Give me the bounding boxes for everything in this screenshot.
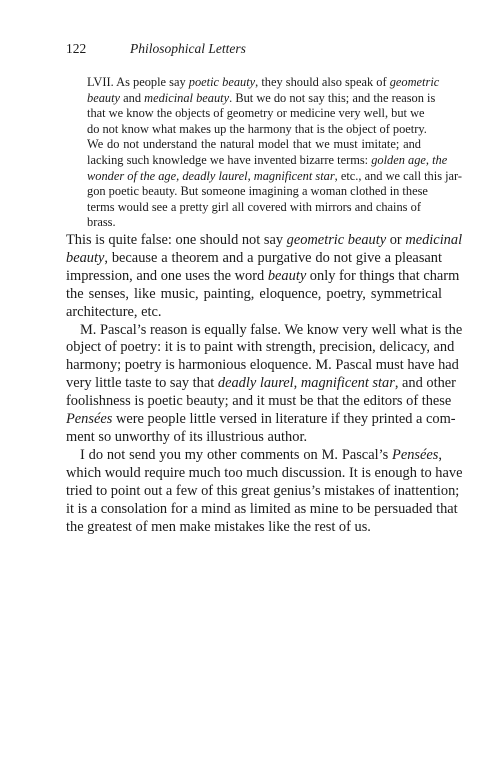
text-run: it is a consolation for a mind as limited as mine to be persuaded that — [66, 500, 458, 517]
text-run: . But we do not say this; and the reason is — [229, 90, 436, 105]
text-run: which would require much too much discussion. It is enough to have — [66, 464, 463, 481]
text-run: terms would see a pretty girl all covered with mirrors and chains of — [87, 199, 421, 214]
text-run: do not know what makes up the harmony that is the object of poetry. — [87, 121, 427, 136]
italic-text-run: beauty — [267, 267, 307, 284]
text-line — [66, 250, 442, 268]
text-run: the senses, like music, painting, eloquence, poetry, symmetrical — [66, 285, 442, 302]
text-line — [87, 200, 421, 216]
text-line — [66, 286, 442, 304]
text-run: , and other — [394, 375, 456, 392]
text-run: or — [386, 232, 406, 248]
text-line — [66, 267, 460, 286]
text-run: only for things that charm — [306, 267, 460, 284]
text-line — [66, 519, 442, 537]
text-line — [87, 137, 421, 153]
italic-text-run: medicinal beauty — [144, 90, 230, 105]
italic-text-run: magnificent star — [300, 375, 395, 392]
text-run: We do not understand the natural model that we must imitate; and — [87, 137, 421, 152]
text-line — [66, 411, 456, 429]
italic-text-run: Pensées — [66, 411, 113, 428]
text-run: brass. — [87, 215, 116, 230]
text-line — [87, 168, 463, 185]
text-line — [66, 232, 463, 250]
text-run: LVII. As people say — [87, 75, 189, 89]
text-run: object of poetry: it is to paint with strength, precision, delicacy, and — [66, 339, 455, 356]
text-line — [66, 357, 459, 375]
italic-text-run: golden age, the — [371, 152, 448, 167]
text-run: ment so unworthy of its illustrious author. — [66, 428, 308, 445]
text-run: This is quite false: one should not say — [66, 232, 287, 248]
text-run: impression, and one uses the word — [66, 267, 268, 284]
italic-text-run: wonder of the age, deadly laurel, magnificent star — [87, 168, 335, 183]
italic-text-run: Pensées — [392, 446, 439, 463]
text-line — [66, 429, 442, 447]
running-head — [66, 40, 446, 58]
text-run: gon poetic beauty. But someone imagining a woman clothed in these — [87, 184, 428, 199]
text-line — [66, 375, 456, 393]
text-line — [66, 321, 463, 340]
text-run: , they should also speak of — [255, 75, 390, 89]
paragraph — [66, 232, 463, 322]
text-line — [87, 106, 425, 122]
text-line — [66, 339, 455, 357]
text-run: M. Pascal’s reason is equally false. We know very well what is the — [80, 321, 463, 338]
text-line — [87, 152, 448, 169]
text-run: lacking such knowledge we have invented bizarre terms: — [87, 152, 372, 167]
block-quote-lvii — [87, 75, 463, 231]
text-run: that we know the objects of geometry or medicine very well, but we — [87, 106, 425, 121]
page-number: 122 — [66, 41, 87, 56]
text-run: , — [293, 375, 301, 392]
text-line — [66, 500, 458, 519]
text-run: were people little versed in literature if they printed a com- — [112, 411, 456, 428]
italic-text-run: geometric — [389, 75, 440, 89]
text-line — [66, 464, 463, 483]
text-run: , etc., and we call this jar- — [334, 168, 463, 183]
italic-text-run: medicinal — [405, 232, 463, 248]
text-run: harmony; poetry is harmonious eloquence. M. Pascal must have had — [66, 357, 459, 374]
text-run: architecture, etc. — [66, 303, 162, 320]
text-line — [87, 184, 428, 200]
text-line — [66, 482, 460, 501]
text-run: foolishness is poetic beauty; and it must be that the editors of these — [66, 393, 452, 410]
italic-text-run: beauty — [66, 249, 105, 266]
text-run: and — [120, 90, 145, 105]
text-line — [87, 75, 440, 91]
text-run: tried to point out a few of this great genius’s mistakes of inattention; — [66, 482, 460, 499]
text-line — [66, 447, 442, 465]
text-line — [66, 304, 442, 322]
text-run: the greatest of men make mistakes like the rest of us. — [66, 518, 371, 535]
text-line — [87, 90, 436, 107]
text-line — [66, 393, 452, 411]
paragraph — [66, 446, 463, 537]
italic-text-run: deadly laurel — [217, 375, 294, 392]
text-line — [87, 215, 421, 231]
italic-text-run: poetic beauty — [188, 75, 256, 89]
paragraph — [66, 321, 463, 447]
text-run: very little taste to say that — [66, 375, 218, 392]
text-run: , — [438, 446, 442, 463]
text-run: I do not send you my other comments on M. Pascal’s — [80, 446, 393, 463]
running-title: Philosophical Letters — [130, 41, 246, 56]
commentary-text — [66, 232, 463, 536]
italic-text-run: geometric beauty — [286, 232, 387, 248]
text-line — [87, 121, 427, 138]
text-run: , because a theorem and a purgative do not give a pleasant — [104, 249, 442, 266]
italic-text-run: beauty — [87, 90, 121, 105]
